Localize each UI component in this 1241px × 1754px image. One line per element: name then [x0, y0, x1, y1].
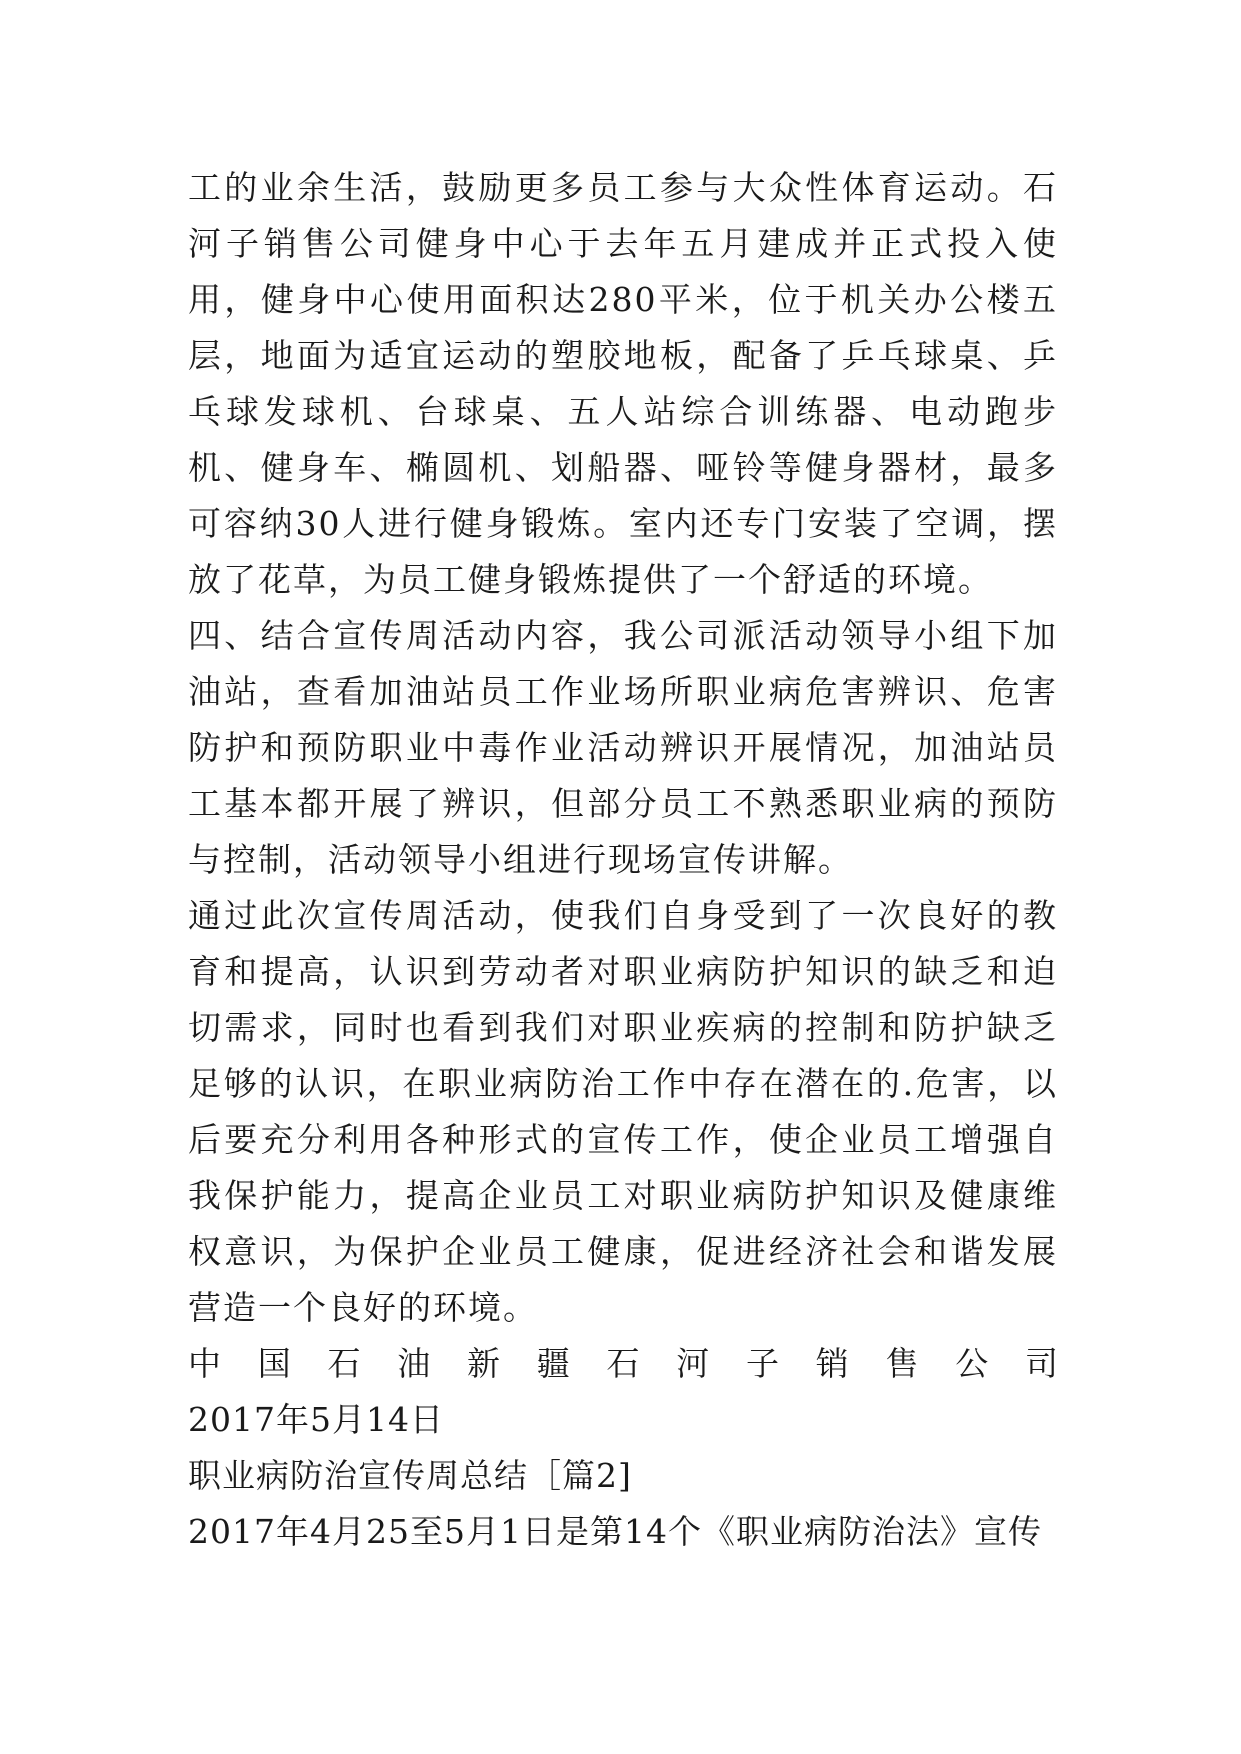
next-section-first-line: 2017年4月25至5月1日是第14个《职业病防治法》宣传 — [188, 1512, 1042, 1551]
signature-char: 石 — [327, 1344, 361, 1383]
signature-char: 公 — [955, 1344, 989, 1383]
signature-date: 2017年5月14日 — [188, 1400, 444, 1439]
signature-organization — [188, 1336, 1058, 1392]
section-title: 职业病防治宣传周总结［篇2] — [188, 1456, 632, 1495]
signature-char: 国 — [257, 1344, 291, 1383]
signature-char: 石 — [606, 1344, 640, 1383]
signature-char: 中 — [188, 1344, 221, 1383]
paragraph-summary: 通过此次宣传周活动，使我们自身受到了一次良好的教育和提高，认识到劳动者对职业病防护知识的缺乏和迫切需求，同时也看到我们对职业疾病的控制和防护缺乏足够的认识，在职业病防治工作中存在潜在的.危害，以后要充分利用各种形式的宣传工作，使企业员工增强自我保护能力，提高企业员工对职业病防护知识及健康维权意识，为保护企业员工健康，促进经济社会和谐发展营造一个良好的环境。 — [188, 896, 1058, 1327]
signature-char: 司 — [1025, 1344, 1058, 1383]
signature-char: 销 — [815, 1344, 849, 1383]
signature-char: 油 — [397, 1344, 431, 1383]
signature-char: 子 — [746, 1344, 779, 1383]
signature-char: 新 — [467, 1344, 500, 1383]
signature-char: 售 — [885, 1344, 919, 1383]
signature-char: 疆 — [536, 1344, 570, 1383]
document-body — [188, 160, 1058, 1560]
paragraph-fitness-center: 工的业余生活，鼓励更多员工参与大众性体育运动。石河子销售公司健身中心于去年五月建成并正式投入使用，健身中心使用面积达280平米，位于机关办公楼五层，地面为适宜运动的塑胶地板，配备了乒乓球桌、乒乓球发球机、台球桌、五人站综合训练器、电动跑步机、健身车、椭圆机、划船器、哑铃等健身器材，最多可容纳30人进行健身锻炼。室内还专门安装了空调，摆放了花草，为员工健身锻炼提供了一个舒适的环境。 — [188, 168, 1058, 599]
signature-char: 河 — [676, 1344, 710, 1383]
paragraph-gas-station-inspection: 四、结合宣传周活动内容，我公司派活动领导小组下加油站，查看加油站员工作业场所职业病危害辨识、危害防护和预防职业中毒作业活动辨识开展情况，加油站员工基本都开展了辨识，但部分员工不熟悉职业病的预防与控制，活动领导小组进行现场宣传讲解。 — [188, 616, 1058, 879]
